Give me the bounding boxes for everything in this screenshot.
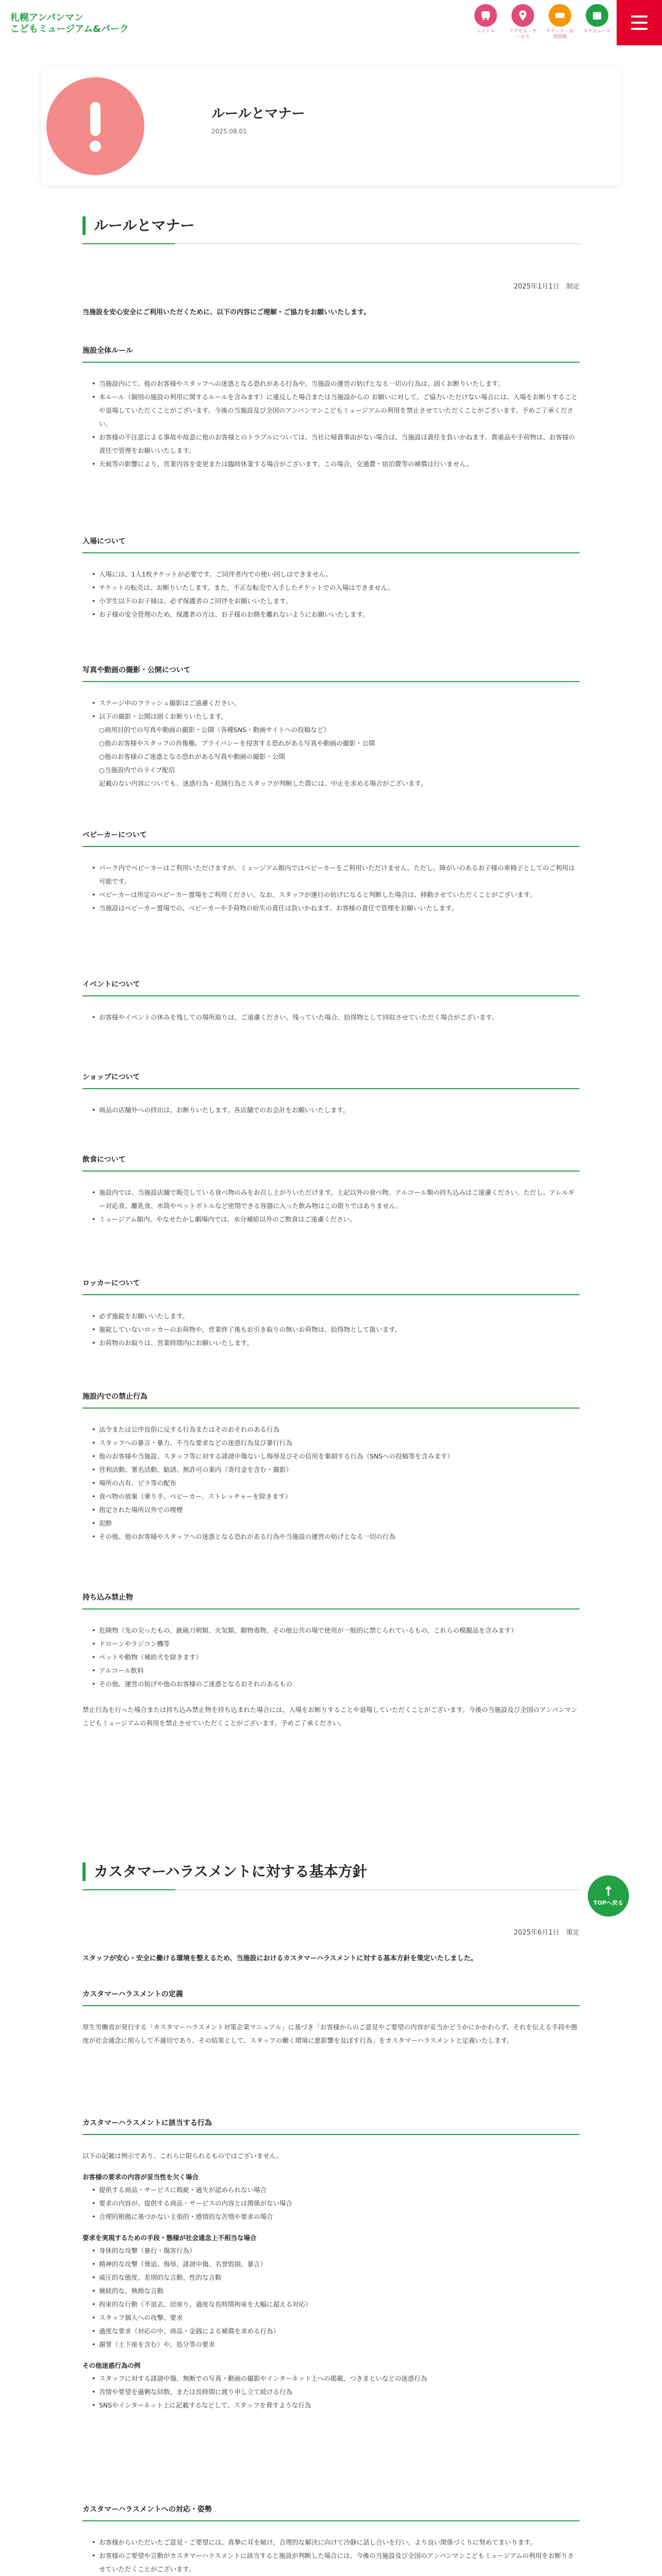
list-item: • お客様やイベントの休みを残しての場所取りは、ご遠慮ください。残っていた場合、拾得物として回収させていただく場合がございます。	[92, 1011, 580, 1024]
list-item: • 継続的な、執拗な言動	[92, 2284, 580, 2298]
note-line: ○他のお客様やスタッフの肖像権、プライバシーを侵害する恐れがある写真や動画の撮影・公開	[99, 739, 375, 747]
list-item: • 当施設はベビーカー置場での、ベビーカーや手荷物の紛失の責任は負いかねます。お客様の責任で管理をお願いいたします。	[92, 902, 580, 915]
nav-ticket-label: チケット・お得情報	[546, 29, 574, 40]
rules-heading-divider	[82, 243, 580, 244]
list-item: • SNSやインターネット上に記載するなどして、スタッフを脅すような行為	[92, 2399, 580, 2412]
list-item: • ミュージアム館内、やなせたかし劇場内では、水分補給以外のご飲食はご遠慮ください。	[92, 1213, 580, 1226]
rules-section-stroller	[82, 829, 580, 915]
page-title: ルールとマナー	[211, 106, 305, 122]
list-item: • お客様の不注意による事故や故意に他のお客様とのトラブルについては、当社に帰責事由がない場合は、当施設は責任を負いかねます。貴重品や手荷物は、お客様の責任で管理をお願いいたします。	[92, 431, 580, 457]
back-to-top-button[interactable]	[588, 1875, 629, 1917]
bus-icon	[474, 4, 497, 27]
list-item: • 法令または公序良俗に反する行為またはそのおそれのある行為	[92, 1423, 580, 1436]
list-item: • お客様からいただいたご意見・ご要望には、真摯に耳を傾け、合理的な解決に向けて冷静に話し合いを行い、より良い関係づくりに努めてまいります。	[92, 2536, 580, 2549]
rules-section-facility	[82, 345, 580, 471]
rules-section-entry	[82, 536, 580, 621]
rules-section-prohibited	[82, 1391, 580, 1544]
list-item: • アルコール飲料	[92, 1664, 580, 1677]
list-item: • その他、運営の妨げや他のお客様のご迷惑となるおそれのあるもの	[92, 1677, 580, 1691]
note-line: ○商用目的での写真や動画の撮影・公開（各種SNS・動画サイトへの投稿など）	[99, 726, 330, 734]
rules-section-banned-items	[82, 1592, 580, 1730]
rules-section-photo	[82, 665, 580, 790]
list-item: • お荷物のお取りは、営業時間内にお願いいたします。	[92, 1336, 580, 1350]
list-item: • 施設内では、当施設店舗で販売している食べ物のみをお召し上がりいただけます。上記以外の食べ物、アルコール類の持ち込みはご遠慮ください。ただし、アレルギー対応食、離乳食、水筒やペットボトルなど密閉できる容器に入った飲み物はこの限りではありません。	[92, 1186, 580, 1213]
hamburger-icon-bar	[631, 28, 648, 30]
menu-button[interactable]	[617, 0, 662, 45]
section-title: ショップについて	[82, 1072, 580, 1089]
list-item: • チケットの転売は、お断りいたします。また、不正な転売で入手したチケットでの入場はできません。	[92, 581, 580, 595]
note-line: 記載のない内容についても、迷惑行為・危険行為とスタッフが判断した際には、中止を求める場合がございます。	[99, 779, 427, 787]
back-to-top-label: TOPへ戻る	[593, 1900, 623, 1906]
site-header	[0, 0, 662, 45]
rules-section-locker	[82, 1278, 580, 1350]
rules-section-food	[82, 1154, 580, 1226]
list-item: • スタッフに対する誹謗中傷、無断での写真・動画の撮影やインターネット上への掲載、つきまといなどの迷惑行為	[92, 2372, 580, 2385]
section-title: カスタマーハラスメントへの対応・姿勢	[82, 2504, 580, 2521]
hamburger-icon-bar	[631, 15, 648, 18]
list-item: • その他、他のお客様やスタッフへの迷惑となる恐れがある行為や当施設の運営の妨げとなる一切の行為	[92, 1530, 580, 1544]
list-item: • 提供する商品・サービスに瑕疵・過失が認められない場合	[92, 2183, 580, 2197]
list-item: • 他のお客様や当施設、スタッフ等に対する誹謗中傷ないし侮辱及びその信用を棄損する行為（SNSへの投稿等を含みます）	[92, 1450, 580, 1463]
section-title: ロッカーについて	[82, 1278, 580, 1295]
nav-schedule-label: スケジュール	[583, 29, 611, 34]
hamburger-icon-bar	[631, 22, 648, 24]
list-item: • 苦情や要望を過剰な回数、または長時間に渡り申し立て続ける行為	[92, 2385, 580, 2399]
list-item: • 威圧的な態度、差別的な言動、性的な言動	[92, 2271, 580, 2284]
harassment-heading: カスタマーハラスメントに対する基本方針	[82, 1862, 580, 1881]
list-item: • 天候等の影響により、営業内容を変更または臨時休業する場合がございます。この場合、交通費・宿泊費等の補償は行いません。	[92, 457, 580, 471]
nav-access[interactable]	[507, 4, 538, 40]
section-title: カスタマーハラスメントに該当する行為	[82, 2117, 580, 2135]
list-item: • ドローンやラジコン機等	[92, 1637, 580, 1651]
harassment-section-response	[82, 2504, 580, 2576]
rules-section-event	[82, 979, 580, 1024]
list-item: • 本ルール（個別の施設の利用に関するルールを含みます）に違反した場合または当施設からの お願いに対して、ご協力いただけない場合には、入場をお断りすることや退場していただくことがございます。今後の当施設及び全国のアンパンマンこどもミュージアムの利用を禁止させていただくことがございます。予めご了承ください。	[92, 391, 580, 431]
section-title: カスタマーハラスメントの定義	[82, 1989, 580, 2006]
section-paragraph: 厚生労働省が発行する「カスタマーハラスメント対策企業マニュアル」に基づき「お客様からのご意見やご要望の内容が妥当かどうかにかかわらず、それを伝える手段や態度が社会通念に照らして不適切であり、その結果として、スタッフの働く環境に悪影響を及ぼす行為」をカスタマーハラスメントと定義いたします。	[82, 2023, 578, 2044]
section-title: イベントについて	[82, 979, 580, 996]
arrow-up-icon: ↑	[603, 1884, 614, 1900]
harassment-intro: スタッフが安心・安全に働ける環境を整えるため、当施設におけるカスタマーハラスメントに対する基本方針を策定いたしました。	[82, 1955, 477, 1962]
list-item: • お子様の安全管理のため、保護者の方は、お子様のお側を離れないようにお願いいたします。	[92, 608, 580, 621]
nav-ticket[interactable]	[544, 4, 575, 40]
list-item: • 身体的な攻撃（暴行・傷害行為）	[92, 2244, 580, 2258]
logo-line1: 札幌アンパンマン	[10, 12, 84, 23]
list-item: • 場所の占有、ビラ等の配布	[92, 1477, 580, 1490]
header-nav	[470, 4, 613, 40]
list-item: • ステージ中のフラッシュ撮影はご遠慮ください。	[92, 697, 580, 710]
hero-card	[41, 67, 621, 185]
section-title: 施設内での禁止行為	[82, 1391, 580, 1409]
group-label: 要求を実現するための手段・態様が社会通念上不相当な場合	[82, 2234, 257, 2242]
rules-heading: ルールとマナー	[82, 216, 580, 235]
rules-intro: 当施設を安心安全にご利用いただくために、以下の内容にご理解・ご協力をお願いいたします。	[82, 309, 370, 316]
note-line: ○他のお客様のご迷惑となる恐れがある写真や動画の撮影・公開	[99, 753, 285, 760]
list-item: • 合理的根拠に基づかない主張的・感情的な苦情や要求の場合	[92, 2210, 580, 2224]
site-logo[interactable]	[10, 12, 129, 35]
list-item: • 食べ物の放棄（乗り手、ベビーカー、ストレッチャーを除きます）	[92, 1490, 580, 1503]
group-label: お客様の要求の内容が妥当性を欠く場合	[82, 2173, 199, 2181]
calendar-icon	[586, 4, 608, 27]
section-paragraph: 以下の記載は例示であり、これらに限られるものではございません。	[82, 2152, 283, 2160]
section-title: 飲食について	[82, 1154, 580, 1172]
nav-schedule[interactable]	[582, 4, 613, 40]
list-item: • 施錠していないロッカーのお荷物や、営業終了後もお引き取りの無いお荷物は、拾得物として扱います。	[92, 1323, 580, 1336]
harassment-heading-divider	[82, 1889, 580, 1890]
list-item: • 以下の撮影・公開は固くお断りいたします。	[92, 710, 580, 723]
list-item: • スタッフへの暴言・暴力、不当な要求などの迷惑行為及び暴行行為	[92, 1436, 580, 1450]
note-line: ○当施設内でのライブ配信	[99, 766, 175, 774]
logo-line2: こどもミュージアム&パーク	[10, 23, 129, 35]
ticket-icon	[549, 4, 571, 27]
list-item: • ベビーカーは所定のベビーカー置場をご利用ください。なお、スタッフが運行の妨げになると判断した場合は、移動させていただくことがございます。	[92, 888, 580, 902]
page-date: 2025.08.01	[211, 128, 247, 135]
rules-section-shop	[82, 1072, 580, 1117]
list-item: • 精神的な攻撃（脅迫、侮辱、誹謗中傷、名誉毀損、暴言）	[92, 2258, 580, 2271]
list-item: • 拘束的な行動（不退去、居座り、過度な長時間拘束を大幅に超える対応）	[92, 2298, 580, 2311]
map-pin-icon	[511, 4, 534, 27]
section-title: ベビーカーについて	[82, 829, 580, 847]
section-title: 施設全体ルール	[82, 345, 580, 363]
list-item: • ペットや動物（補助犬を除きます）	[92, 1651, 580, 1664]
list-item: • 要求の内容が、提供する商品・サービスの内容とは関係がない場合	[92, 2197, 580, 2210]
nav-shuttle-label: シャトル	[476, 29, 495, 34]
section-paragraph: 禁止行為を行った場合または持ち込み禁止物を持ち込まれた場合には、入場をお断りすることや退場していただくことがございます。今後の当施設及び全国のアンパンマンこどもミュージアムの利用を禁止させていただくことがございます。予めご了承ください。	[82, 1706, 578, 1727]
list-item: • 当施設内にて、他のお客様やスタッフへの迷惑となる恐れがある行為や、当施設の運営の妨げとなる一切の行為は、固くお断りいたします。	[92, 377, 580, 391]
harassment-effective-date: 2025年6月1日 策定	[514, 1929, 580, 1937]
section-title: 持ち込み禁止物	[82, 1592, 580, 1609]
list-item: • 謝罪（土下座を含む）や、処分等の要求	[92, 2338, 580, 2351]
list-item: • パーク内でベビーカーはご利用いただけますが、ミュージアム館内ではベビーカーをご利用いただけません。ただし、障がいのあるお子様の車椅子としてのご利用は可能です。	[92, 861, 580, 888]
harassment-section-behaviors	[82, 2117, 580, 2412]
list-item: • 小学生以下のお子様は、必ず保護者のご同伴をお願いいたします。	[92, 595, 580, 608]
harassment-section-definition	[82, 1989, 580, 2047]
list-item: • 営利活動、署名活動、勧誘、無許可の案内（寄付金を含む・撮影）	[92, 1463, 580, 1477]
section-title: 写真や動画の撮影・公開について	[82, 665, 580, 682]
group-label: その他迷惑行為の例	[82, 2362, 141, 2369]
nav-access-label: アクセス・サービス	[509, 29, 537, 40]
list-item: • 危険物（先の尖ったもの、銃砲刀剣類、火気類、劇物毒物、その他公共の場で使用が一般的に禁じられているもの、これらの模擬品を含みます）	[92, 1624, 580, 1637]
list-item: • スタッフ個人への攻撃、要求	[92, 2311, 580, 2325]
list-item: • 過度な要求（対応の中、商品・金銭による補償を求める行為）	[92, 2325, 580, 2338]
list-item: • 入場には、1人1枚チケットが必要です。ご同伴者内での使い回しはできません。	[92, 568, 580, 581]
rules-effective-date: 2025年1月1日 制定	[514, 283, 580, 291]
list-item: • 商品の店舗外への持出は、お断りいたします。各店舗でのお会計をお願いいたします。	[92, 1104, 580, 1117]
list-item: • 必ず施錠をお願いいたします。	[92, 1310, 580, 1323]
list-item: • 泥酔	[92, 1517, 580, 1530]
section-title: 入場について	[82, 536, 580, 553]
nav-shuttle[interactable]	[470, 4, 501, 40]
list-item: • 指定された場所以外での喫煙	[92, 1503, 580, 1517]
list-item: • お客様のご要望や言動がカスタマーハラスメントに該当すると施設が判断した場合には、今後の当施設及び全国のアンパンマンこどもミュージアムの利用をお断りさせていただくことがございます。	[92, 2549, 580, 2576]
exclamation-icon	[46, 77, 144, 175]
